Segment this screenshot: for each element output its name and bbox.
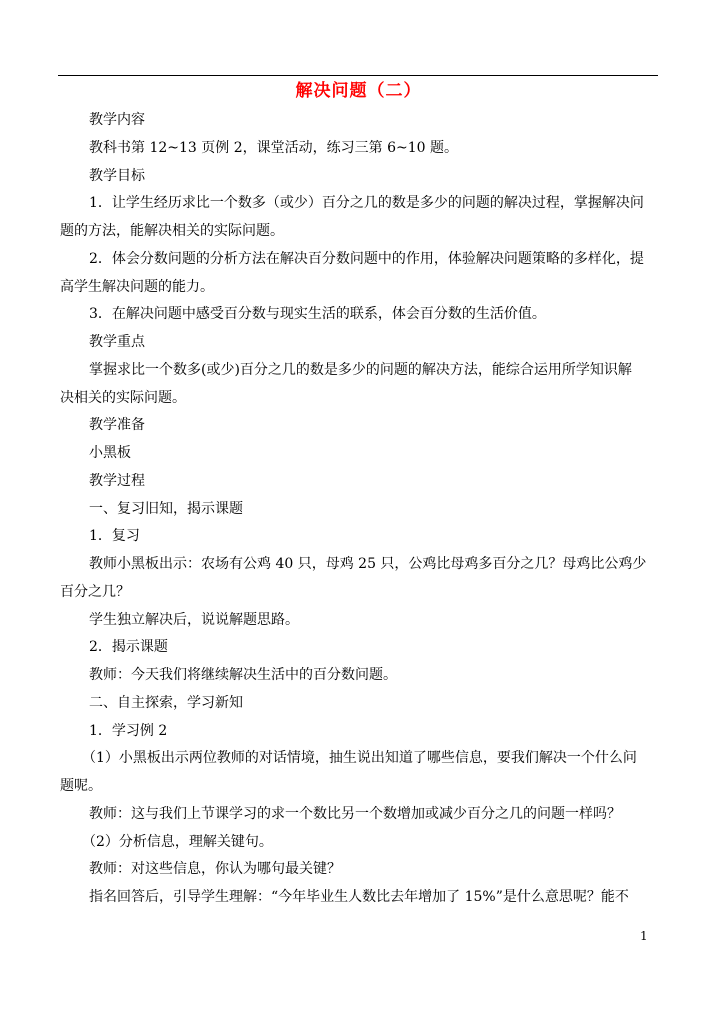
heading-process: 教学过程 xyxy=(89,472,145,489)
paragraph-line: （2）分析信息，理解关键句。 xyxy=(82,833,273,850)
paragraph-line: 题呢。 xyxy=(60,778,102,794)
paragraph-line: 1．让学生经历求比一个数多（或少）百分之几的数是多少的问题的解决过程，掌握解决问 xyxy=(89,195,644,212)
paragraph-line: 高学生解决问题的能力。 xyxy=(60,278,214,295)
paragraph-line: 决相关的实际问题。 xyxy=(60,389,186,406)
heading-preparation: 教学准备 xyxy=(89,417,145,434)
header-rule xyxy=(58,75,658,76)
heading-key-points: 教学重点 xyxy=(89,334,145,350)
page-number: 1 xyxy=(640,929,648,943)
paragraph-line: 小黑板 xyxy=(89,445,131,461)
paragraph-line: 3．在解决问题中感受百分数与现实生活的联系，体会百分数的生活价值。 xyxy=(89,306,546,323)
subsection-heading: 2．揭示课题 xyxy=(89,639,168,656)
document-body xyxy=(60,107,660,912)
paragraph-line: 教师：对这些信息，你认为哪句最关键？ xyxy=(89,861,341,878)
paragraph-line: 题的方法，能解决相关的实际问题。 xyxy=(60,223,284,239)
paragraph-line: 指名回答后，引导学生理解：“今年毕业生人数比去年增加了 15%”是什么意思呢？能不 xyxy=(89,889,629,905)
subsection-heading: 1．学习例 2 xyxy=(89,722,168,739)
subsection-heading: 1．复习 xyxy=(89,528,140,545)
document-title: 解决问题（二） xyxy=(295,81,422,101)
section-heading: 一、复习旧知，揭示课题 xyxy=(89,500,243,517)
paragraph-line: 教师小黑板出示：农场有公鸡 40 只，母鸡 25 只，公鸡比母鸡多百分之几？母鸡比公鸡少 xyxy=(89,556,647,572)
section-heading: 二、自主探索，学习新知 xyxy=(89,694,243,711)
paragraph-line: 掌握求比一个数多(或少)百分之几的数是多少的问题的解决方法，能综合运用所学知识解 xyxy=(89,361,632,378)
paragraph-line: 2．体会分数问题的分析方法在解决百分数问题中的作用，体验解决问题策略的多样化，提 xyxy=(89,250,644,267)
heading-goals: 教学目标 xyxy=(89,167,145,184)
paragraph-line: （1）小黑板出示两位教师的对话情境，抽生说出知道了哪些信息，要我们解决一个什么问 xyxy=(82,750,637,767)
paragraph-line: 教师：今天我们将继续解决生活中的百分数问题。 xyxy=(89,667,397,683)
heading-content: 教学内容 xyxy=(89,112,145,128)
paragraph-line: 百分之几？ xyxy=(60,583,130,600)
paragraph-line: 教科书第 12~13 页例 2，课堂活动，练习三第 6~10 题。 xyxy=(89,139,458,156)
paragraph-line: 教师：这与我们上节课学习的求一个数比另一个数增加或减少百分之几的问题一样吗？ xyxy=(89,805,621,822)
paragraph-line: 学生独立解决后，说说解题思路。 xyxy=(89,611,299,628)
